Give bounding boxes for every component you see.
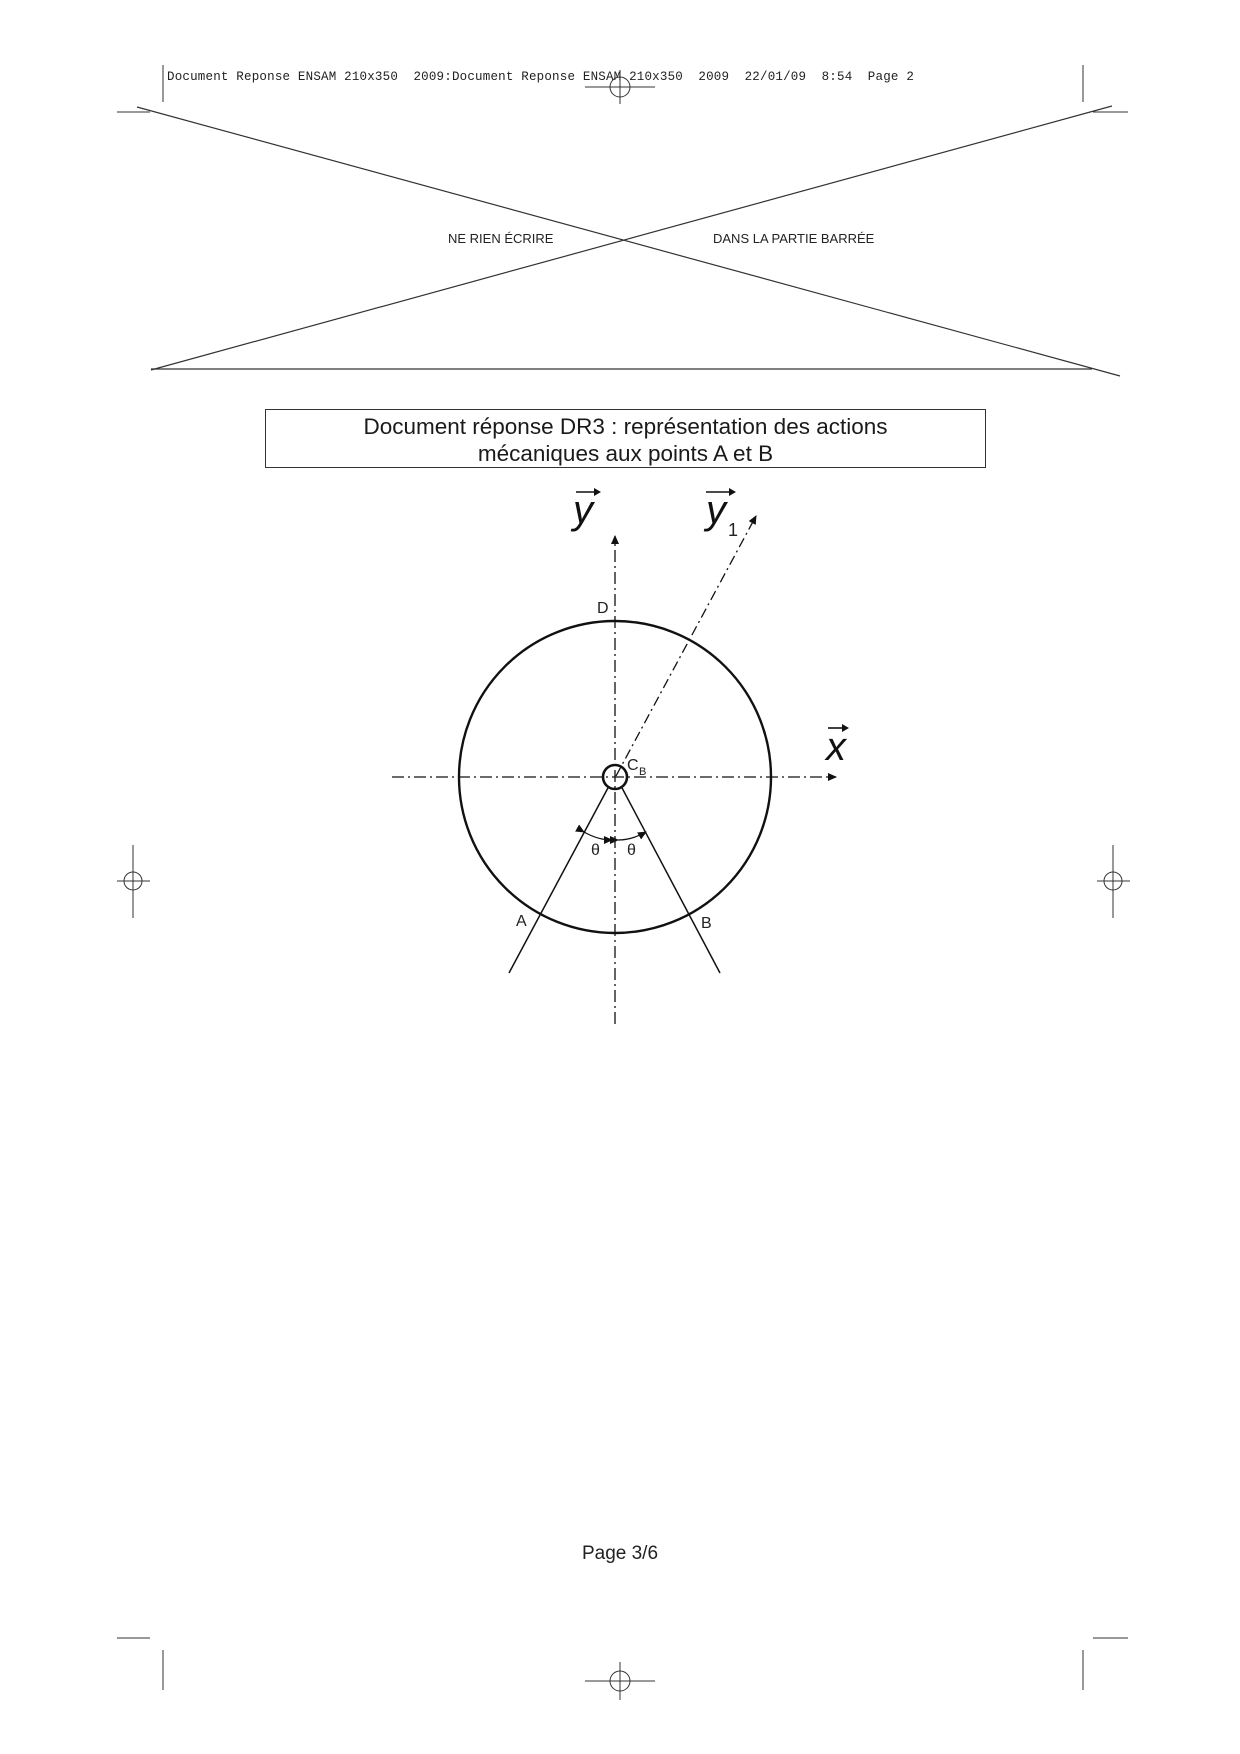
axis-label-x: x [826,725,846,769]
line-to-b [621,786,720,973]
barred-zone-right-text: DANS LA PARTIE BARRÉE [713,231,875,246]
point-label-c: C [627,757,639,774]
axis-label-y1: y [706,488,726,532]
point-label-a: A [516,913,527,930]
registration-mark-right [1097,845,1130,918]
y1-axis-line [616,516,756,776]
point-label-c-subscript: B [639,766,647,778]
angle-label-right: θ [627,842,636,859]
angle-arc-right [618,832,646,840]
page-number: Page 3/6 [581,1543,659,1564]
mechanism-figure [392,488,849,1024]
barred-zone [137,106,1120,376]
barred-zone-left-text: NE RIEN ÉCRIRE [448,231,554,246]
title-line-2: mécaniques aux points A et B [477,441,774,466]
point-label-d: D [597,600,609,617]
axis-label-y: y [573,488,593,532]
angle-arc-left [584,832,612,840]
title-line-1: Document réponse DR3 : représentation des actions [363,414,888,439]
registration-mark-bottom [585,1662,655,1700]
print-header: Document Reponse ENSAM 210x350 2009:Document Reponse ENSAM 210x350 2009 22/01/09 8:54 Page 2 [167,70,915,84]
axis-label-y1-subscript: 1 [728,520,739,540]
registration-mark-left [117,845,150,918]
angle-label-left: θ [591,842,600,859]
crop-marks [117,65,1128,1690]
point-label-b: B [701,915,712,932]
line-to-a [509,786,609,973]
title-box [265,409,986,468]
